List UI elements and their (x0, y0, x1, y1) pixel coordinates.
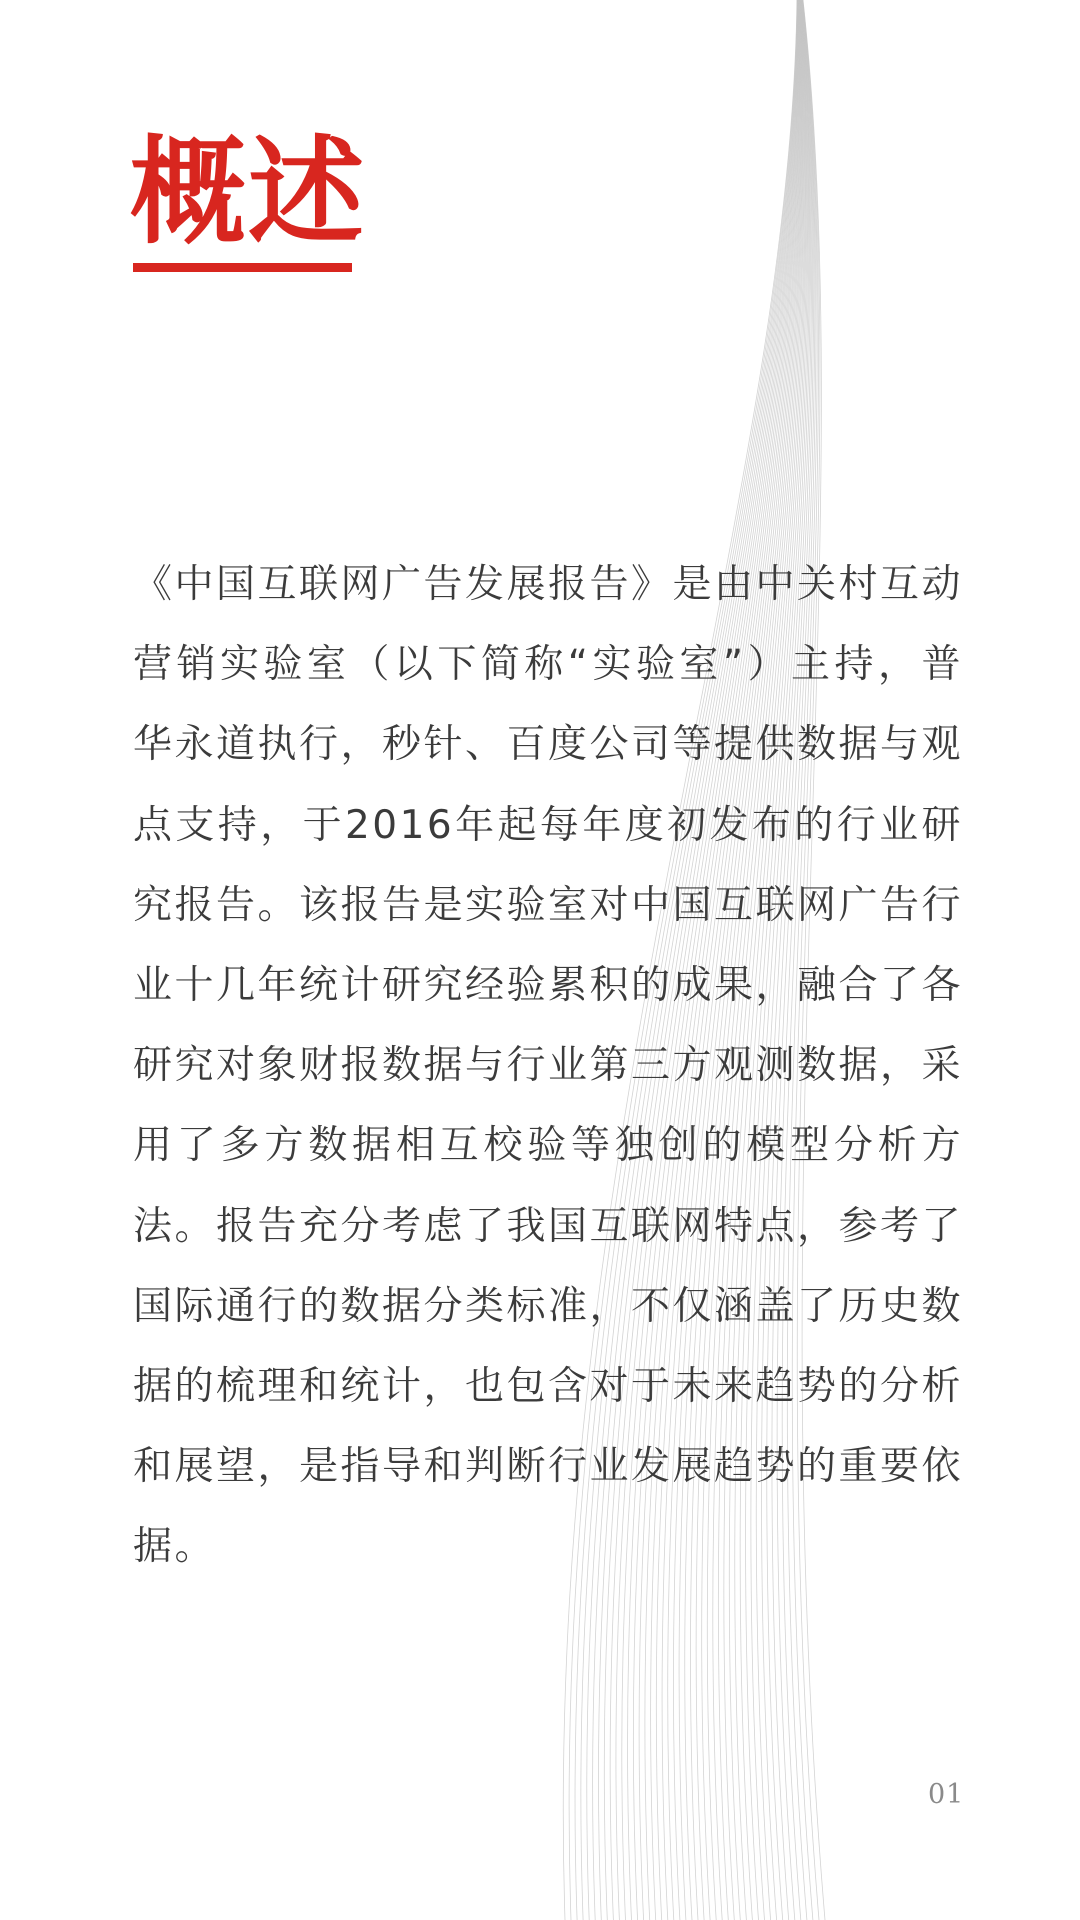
overview-paragraph: 《中国互联网广告发展报告》是由中关村互动营销实验室（以下简称“实验室”）主持，普华永道执行，秒针、百度公司等提供数据与观点支持，于2016年起每年度初发布的行业研究报告。该报告是实验室对中国互联网广告行业十几年统计研究经验累积的成果，融合了各研究对象财报数据与行业第三方观测数据，采用了多方数据相互校验等独创的模型分析方法。报告充分考虑了我国互联网特点，参考了国际通行的数据分类标准，不仅涵盖了历史数据的梳理和统计，也包含对于未来趋势的分析和展望，是指导和判断行业发展趋势的重要依据。 (133, 562, 964, 1570)
page-title: 概述 (130, 125, 366, 260)
page-number: 01 (928, 1779, 965, 1810)
title-underline (133, 263, 352, 272)
